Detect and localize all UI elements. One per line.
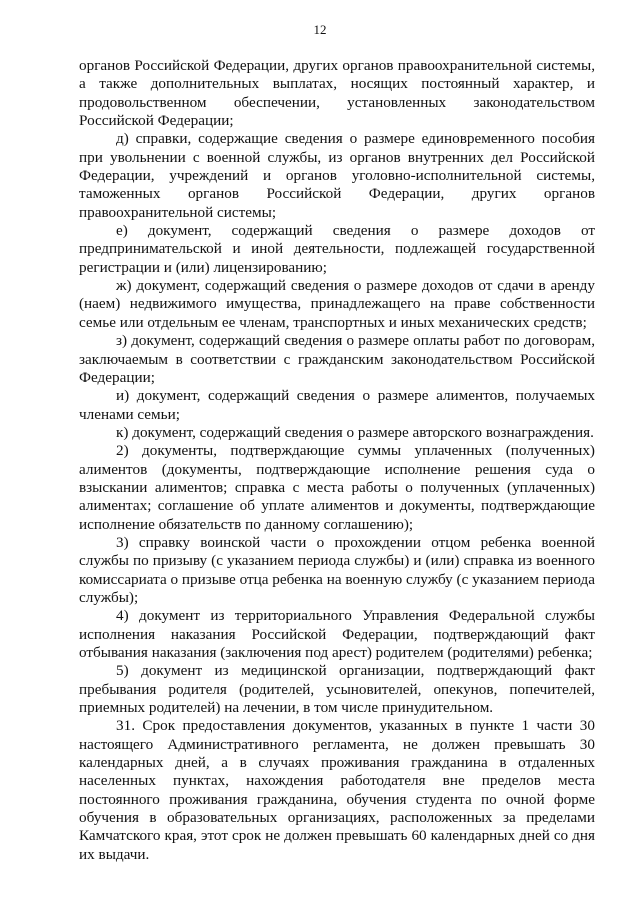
paragraph-item-3: 3) справку воинской части о прохождении отцом ребенка военной службы по призыву (с указанием периода службы) и (или) справка из военного комиссариата о призыве отца ребенка на военную службу (с указанием периода службы); — [79, 533, 595, 606]
paragraph-item-e: е) документ, содержащий сведения о размере доходов от предпринимательской и иной деятельности, подлежащей государственной регистрации и (или) лицензированию; — [79, 222, 595, 276]
paragraph-item-zh: ж) документ, содержащий сведения о размере доходов от сдачи в аренду (наем) недвижимого имущества, принадлежащего на праве собственности семье или отдельным ее членам, транспортных и иных механических средств; — [79, 277, 595, 331]
paragraph-clause-31: 31. Срок предоставления документов, указанных в пункте 1 части 30 настоящего Административного регламента, не должен превышать 30 календарных дней, а в случаях проживания гражданина в отдаленных населенных пунктах, нахождения работодателя вне пределов места постоянного проживания гражданина, обучения студента по очной форме обучения в образовательных организациях, расположенных за пределами Камчатского края, этот срок не должен превышать 60 календарных дней со дня их выдачи. — [79, 717, 595, 863]
paragraph-item-4: 4) документ из территориального Управления Федеральной службы исполнения наказания Российской Федерации, подтверждающий факт отбывания наказания (заключения под арест) родителем (родителями) ребенка; — [79, 607, 595, 661]
paragraph-continuation: органов Российской Федерации, других органов правоохранительной системы, а также дополнительных выплатах, носящих постоянный характер, и продовольственном обеспечении, установленных законодательством Российской Федерации; — [79, 57, 595, 130]
paragraph-item-z: з) документ, содержащий сведения о размере оплаты работ по договорам, заключаемым в соответствии с гражданским законодательством Российской Федерации; — [79, 332, 595, 386]
paragraph-item-2: 2) документы, подтверждающие суммы уплаченных (полученных) алиментов (документы, подтверждающие исполнение решения суда о взыскании алиментов; справка с места работы о полученных (уплаченных) алиментах; соглашение об уплате алиментов и документы, подтверждающие исполнение обязательств по данному соглашению); — [79, 442, 595, 533]
paragraph-item-5: 5) документ из медицинской организации, подтверждающий факт пребывания родителя (родителей, усыновителей, опекунов, попечителей, приемных родителей) на лечении, в том числе принудительном. — [79, 662, 595, 717]
paragraph-item-k: к) документ, содержащий сведения о размере авторского вознаграждения. — [116, 423, 594, 441]
page-number: 12 — [313, 22, 327, 37]
paragraph-item-d: д) справки, содержащие сведения о размере единовременного пособия при увольнении с военной службы, из органов внутренних дел Российской Федерации, учреждений и органов уголовно-исполнительной системы, таможенных органов Российской Федерации, других органов правоохранительной системы; — [79, 130, 595, 221]
paragraph-item-i: и) документ, содержащий сведения о размере алиментов, получаемых членами семьи; — [79, 387, 595, 423]
document-body — [79, 57, 595, 864]
